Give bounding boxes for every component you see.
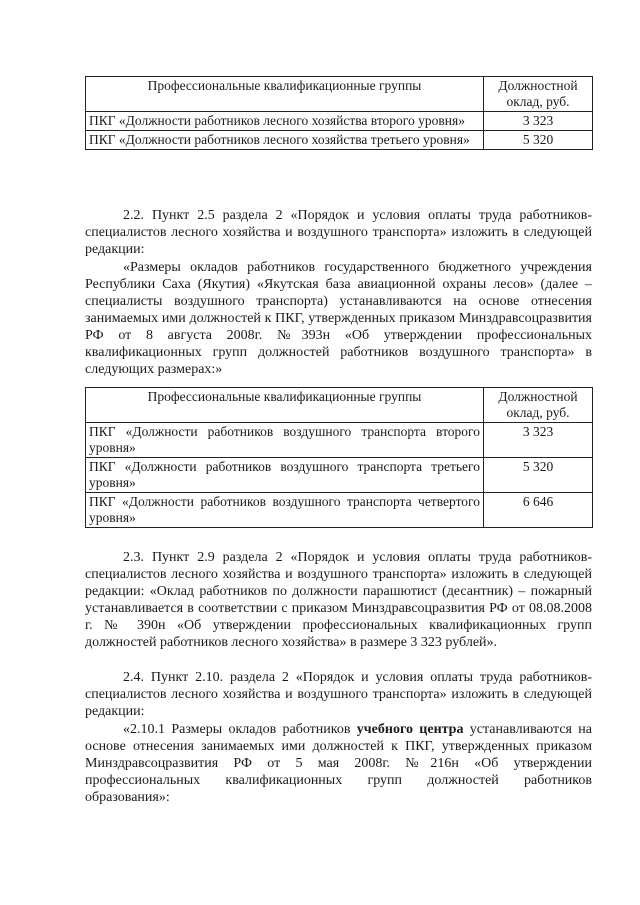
paragraph-2-4-text: 2.4. Пункт 2.10. раздела 2 «Порядок и условия оплаты труда работников-специалистов лесного хозяйства и воздушного транспорта» изложить в следующей редакции:: [85, 670, 592, 719]
row-amount: 6 646: [484, 493, 593, 528]
paragraph-2-2-quote: [85, 259, 592, 378]
paragraph-2-2-text: 2.2. Пункт 2.5 раздела 2 «Порядок и условия оплаты труда работников-специалистов лесного хозяйства и воздушного транспорта» изложить в следующей редакции:: [85, 208, 592, 257]
header-salary: Должностной оклад, руб.: [484, 388, 593, 423]
table-row: [86, 458, 593, 493]
paragraph-2-2: [85, 207, 592, 258]
table-header-row: [86, 77, 593, 112]
paragraph-2-2-quote-text: «Размеры окладов работников государственного бюджетного учреждения Республики Саха (Якутия) «Якутская база авиационной охраны лесов» (далее – специалисты воздушного транспорта) устанавливаются на основе отнесения занимаемых ими должностей к ПКГ, утвержденных приказом Минздравсоцразвития РФ от 8 августа 2008г. №393н «Об утверждении профессиональных квалификационных групп должностей работников воздушного транспорта» в следующих размерах:»: [85, 260, 592, 377]
paragraph-2-10-1-lead: «2.10.1 Размеры окладов работников: [123, 722, 357, 737]
row-amount: 5 320: [484, 458, 593, 493]
row-name: ПКГ «Должности работников воздушного транспорта четвертого уровня»: [86, 493, 484, 528]
row-amount: 5 320: [484, 131, 593, 150]
paragraph-2-4: [85, 669, 592, 720]
table-row: [86, 423, 593, 458]
paragraph-2-10-1: [85, 721, 592, 806]
table-row: [86, 493, 593, 528]
header-salary: Должностной оклад, руб.: [484, 77, 593, 112]
paragraph-2-10-1-tail: устанавливаются на основе отнесения занимаемых ими должностей к ПКГ, утвержденных приказом Минздравсоцразвития РФ от 5 мая 2008г. №216н «Об утверждении профессиональных квалификационных групп должностей работников образования»:: [85, 722, 592, 805]
table-row: [86, 112, 593, 131]
row-amount: 3 323: [484, 112, 593, 131]
row-name: ПКГ «Должности работников воздушного транспорта второго уровня»: [86, 423, 484, 458]
header-group: Профессиональные квалификационные группы: [86, 388, 484, 423]
row-name: ПКГ «Должности работников воздушного транспорта третьего уровня»: [86, 458, 484, 493]
paragraph-2-10-1-bold: учебного центра: [356, 722, 464, 737]
row-amount: 3 323: [484, 423, 593, 458]
salary-table-forestry: [85, 76, 593, 150]
header-group: Профессиональные квалификационные группы: [86, 77, 484, 112]
row-name: ПКГ «Должности работников лесного хозяйства третьего уровня»: [86, 131, 484, 150]
salary-table-air-transport: [85, 387, 593, 528]
table-row: [86, 131, 593, 150]
row-name: ПКГ «Должности работников лесного хозяйства второго уровня»: [86, 112, 484, 131]
table-header-row: [86, 388, 593, 423]
paragraph-2-3-text: 2.3. Пункт 2.9 раздела 2 «Порядок и условия оплаты труда работников-специалистов лесного хозяйства и воздушного транспорта» изложить в следующей редакции: «Оклад работников по должности парашютист (десантник) – пожарный устанавливается в соответствии с приказом Минздравсоцразвития РФ от 08.08.2008 г. № 390н «Об утверждении профессиональных квалификационных групп должностей работников лесного хозяйства» в размере 3 323 рублей».: [85, 550, 592, 650]
paragraph-2-3: [85, 549, 592, 651]
